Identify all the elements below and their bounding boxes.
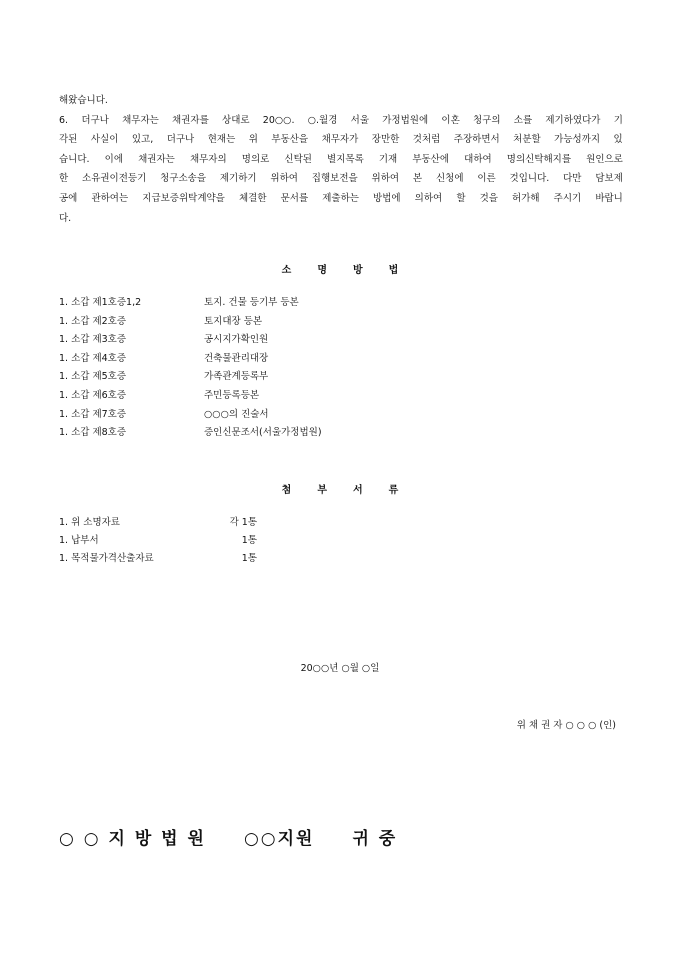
title-char: 부 [317, 485, 327, 496]
attachment-label: 1. 위 소명자료 [59, 517, 120, 528]
attachment-row [59, 550, 257, 568]
body-line: 습니다. 이에 채권자는 채무자의 명의로 신탁된 별지목록 기재 부동산에 대하여 명의신탁해지를 원인으로 [59, 153, 623, 165]
attachment-row [59, 514, 257, 532]
evidence-label: 1. 소갑 제4호증 [59, 352, 127, 364]
evidence-section-title [0, 261, 680, 276]
body-paragraph [59, 91, 623, 228]
evidence-desc: 가족관계등록부 [204, 371, 269, 383]
attachment-qty: 1통 [241, 553, 257, 564]
body-line: 한 소유권이전등기 청구소송을 제기하기 위하여 집행보전을 위하여 본 신청에 이른 것입니다. 다만 담보제 [59, 173, 623, 185]
evidence-list [59, 294, 579, 443]
attachment-label: 1. 납부서 [59, 535, 99, 546]
evidence-desc: 주민등록등본 [204, 389, 260, 401]
court-suffix: 귀 중 [352, 829, 398, 849]
title-char: 류 [388, 485, 399, 496]
evidence-row [59, 331, 579, 350]
evidence-desc: 건축물관리대장 [204, 352, 269, 364]
attachment-row [59, 532, 257, 550]
evidence-desc: 공시지가확인원 [204, 334, 269, 346]
evidence-row [59, 350, 579, 369]
evidence-label: 1. 소갑 제8호증 [59, 427, 127, 439]
title-char: 서 [353, 485, 363, 496]
creditor-signature-line: 위 채 권 자 ○ ○ ○ (인) [516, 720, 616, 731]
evidence-label: 1. 소갑 제3호증 [59, 334, 127, 346]
evidence-label: 1. 소갑 제5호증 [59, 371, 127, 383]
evidence-desc: 토지대장 등본 [204, 315, 263, 327]
title-char: 첨 [281, 485, 292, 496]
evidence-desc: ○○○의 진술서 [204, 408, 269, 420]
evidence-row [59, 387, 579, 406]
evidence-desc: 증인신문조서(서울가정법원) [204, 427, 322, 439]
title-char: 명 [317, 265, 327, 276]
attachments-list [59, 514, 257, 568]
evidence-label: 1. 소갑 제7호증 [59, 408, 127, 420]
evidence-desc: 토지. 건물 등기부 등본 [204, 297, 299, 308]
attachments-section-title [0, 481, 680, 496]
court-name: ○ ○ 지 방 법 원 [59, 829, 206, 849]
body-line: 공에 관하여는 지급보증위탁계약을 체결한 문서를 제출하는 방법에 의하여 할 것을 허가해 주시기 바랍니 [59, 192, 623, 204]
attachment-qty: 각 1통 [229, 517, 257, 528]
evidence-row [59, 294, 579, 313]
evidence-row [59, 313, 579, 332]
evidence-label: 1. 소갑 제6호증 [59, 389, 127, 401]
title-char: 방 [353, 265, 363, 276]
attachment-label: 1. 목적물가격산출자료 [59, 553, 154, 564]
body-line: 6. 더구나 채무자는 채권자를 상대로 20○○. ○.월경 서울 가정법원에 이혼 청구의 소를 제기하였다가 기 [59, 114, 623, 126]
evidence-row [59, 368, 579, 387]
body-line: 각된 사실이 있고, 더구나 현재는 위 부동산을 채무자가 장만한 것처럼 주장하면서 처분할 가능성까지 있 [59, 134, 623, 146]
body-line: 해왔습니다. [59, 95, 108, 106]
title-char: 법 [388, 265, 399, 276]
evidence-row [59, 406, 579, 425]
filing-date: 20○○년 ○월 ○일 [300, 663, 380, 674]
title-char: 소 [281, 265, 292, 276]
body-line: 다. [59, 212, 72, 224]
court-addressee [59, 824, 397, 849]
court-branch: ○○지원 [243, 829, 315, 849]
evidence-label: 1. 소갑 제1호증1,2 [59, 297, 142, 308]
attachment-qty: 1통 [241, 535, 257, 546]
evidence-label: 1. 소갑 제2호증 [59, 315, 127, 327]
evidence-row [59, 424, 579, 443]
